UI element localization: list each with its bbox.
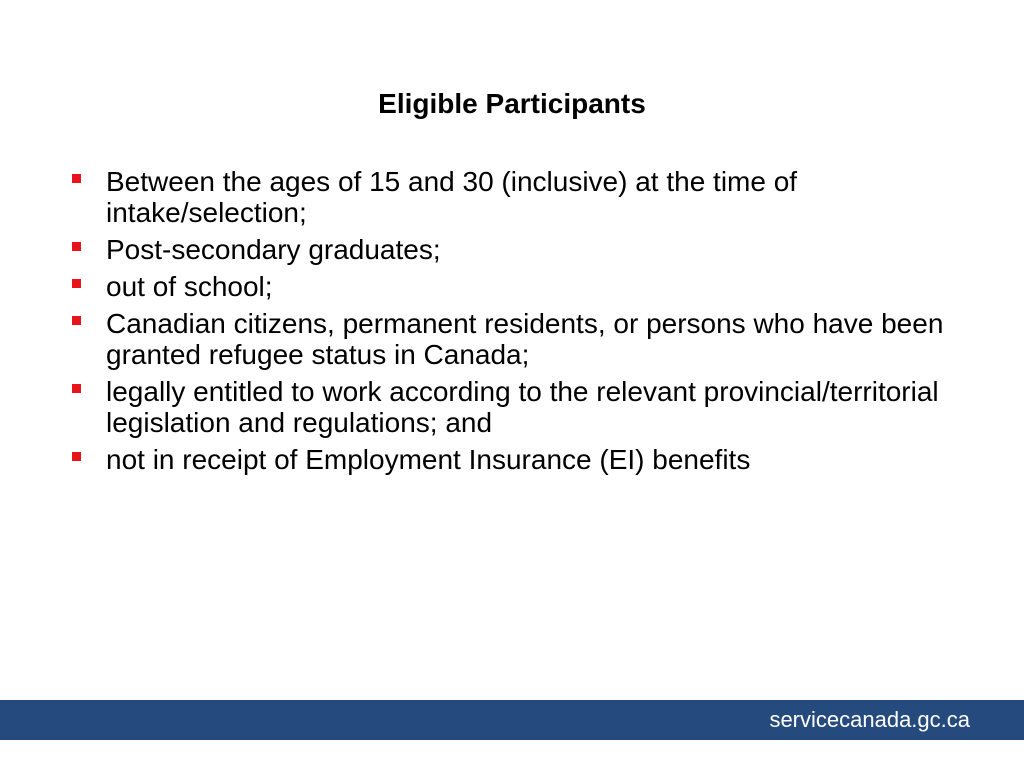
square-bullet-icon	[72, 316, 81, 325]
square-bullet-icon	[72, 242, 81, 251]
bullet-item	[68, 376, 968, 438]
slide-title: Eligible Participants	[378, 88, 646, 119]
bullet-text: Between the ages of 15 and 30 (inclusive) at the time of intake/selection;	[106, 166, 798, 228]
square-bullet-icon	[72, 452, 81, 461]
footer-url: servicecanada.gc.ca	[769, 707, 970, 732]
bullet-text: not in receipt of Employment Insurance (EI) benefits	[106, 444, 751, 475]
bullet-text: Canadian citizens, permanent residents, or persons who have been granted refugee status in Canada;	[106, 308, 944, 370]
square-bullet-icon	[72, 384, 81, 393]
bullet-item	[68, 271, 968, 302]
bullet-text: Post-secondary graduates;	[106, 234, 441, 265]
square-bullet-icon	[72, 174, 81, 183]
bullet-item	[68, 308, 968, 370]
bullet-text: legally entitled to work according to the relevant provincial/territorial legislation and regulations; and	[106, 376, 939, 438]
footer-bar	[0, 700, 1024, 740]
bullet-item	[68, 234, 968, 265]
bullet-text: out of school;	[106, 271, 273, 302]
bullet-item	[68, 444, 968, 475]
bullet-item	[68, 166, 968, 228]
square-bullet-icon	[72, 279, 81, 288]
bullet-list	[68, 166, 968, 481]
